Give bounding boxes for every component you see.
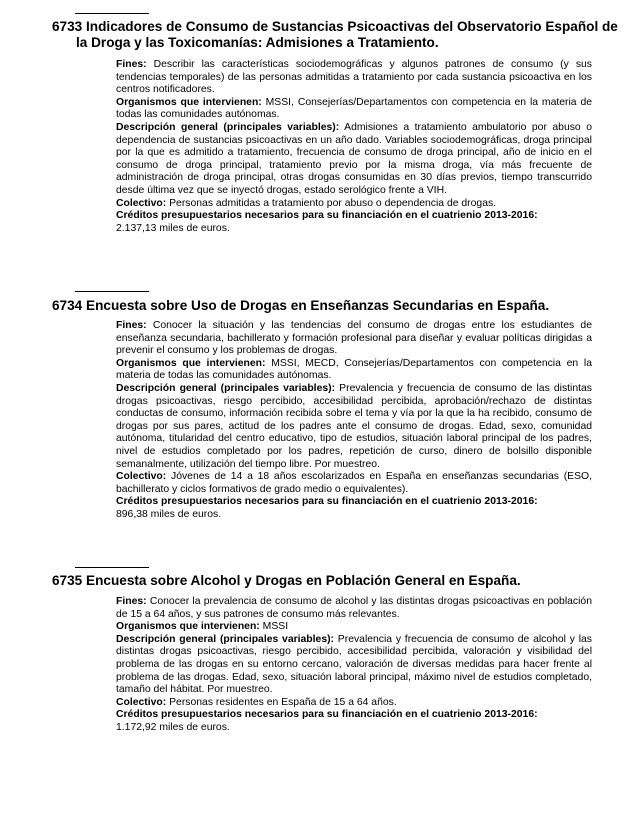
creditos-text: 2.137,13 miles de euros. xyxy=(116,222,230,234)
colectivo-label: Colectivo: xyxy=(116,197,167,209)
fines-text: Describir las características sociodemográficas y algunos patrones de consumo (y sus tendencias temporales) de las personas admitidas a tratamiento por cada sustancia psicoactiva en los centros notificadores. xyxy=(116,59,592,96)
entry-body xyxy=(116,59,592,235)
entry-number: 6734 xyxy=(52,298,83,313)
creditos-text: 896,38 miles de euros. xyxy=(116,508,222,520)
colectivo-label: Colectivo: xyxy=(116,471,167,483)
organismos-text: MSSI xyxy=(262,621,289,633)
entry-number: 6733 xyxy=(52,19,83,34)
entry-title xyxy=(52,19,624,51)
separator-rule xyxy=(75,13,149,14)
colectivo-text: Personas residentes en España de 15 a 64 años. xyxy=(169,696,397,708)
entry-body xyxy=(116,320,592,522)
entry-title-text: Encuesta sobre Uso de Drogas en Enseñanzas Secundarias en España. xyxy=(86,298,550,313)
fines-label: Fines: xyxy=(116,596,147,607)
descripcion-text: Prevalencia y frecuencia de consumo de las distintas drogas psicoactivas, riesgo percibido, accesibilidad percibida, aprobación/rechazo de distintas conductas de consumo, información recibida sobre el tema y vía por la que la ha recibido, consumo de drogas por sus pares, actitud de los padres ante el consumo de drogas. Edad, sexo, comunidad autónoma, titularidad del centro educativo, tipo de estudios, situación laboral principal de los padres, nivel de estudios completado por los padres, repetición de curso, dinero de bolsillo disponible semanalmente, utilización del tiempo libre. Por muestreo. xyxy=(116,382,593,470)
fines-label: Fines: xyxy=(116,59,147,70)
organismos-text: MSSI, MECD, Consejerías/Departamentos con competencia en la materia de todas las comunidades autónomas. xyxy=(116,357,592,382)
entry-title-text: Encuesta sobre Alcohol y Drogas en Población General en España. xyxy=(86,573,521,588)
descripcion-text: Admisiones a tratamiento ambulatorio por abuso o dependencia de sustancias psicoactivas en un año dado. Variables sociodemográficas, droga principal por la que es admitido a tratamiento, frecuencia de consumo de droga principal, año de inicio en el consumo de droga principal, tratamiento previo por la misma droga, vía más frecuente de administración de droga principal, otras drogas consumidas en 30 días previos, tiempo transcurrido desde última vez que se inyectó drogas, estado serológico frente a VIH. xyxy=(116,121,592,196)
descripcion-label: Descripción general (principales variables): xyxy=(116,633,335,645)
colectivo-text: Personas admitidas a tratamiento por abuso o dependencia de drogas. xyxy=(169,197,497,209)
descripcion-text: Prevalencia y frecuencia de consumo de alcohol y las distintas drogas psicoactivas, riesgo percibido, accesibilidad percibida, valoración y visibilidad del problema de las drogas en su entorno cercano, valoración de diversas medidas para hacer frente al problema de las drogas. Edad, sexo, situación laboral principal, máximo nivel de estudios completado, tamaño del hábitat. Por muestreo. xyxy=(116,633,592,696)
creditos-text: 1.172,92 miles de euros. xyxy=(116,721,230,733)
organismos-label: Organismos que intervienen: xyxy=(116,96,262,108)
entry-title xyxy=(52,573,624,589)
fines-text: Conocer la prevalencia de consumo de alcohol y las distintas drogas psicoactivas en población de 15 a 64 años, y sus patrones de consumo más relevantes. xyxy=(116,596,592,620)
entry-number: 6735 xyxy=(52,573,83,588)
creditos-label: Créditos presupuestarios necesarios para su financiación en el cuatrienio 2013-2016: xyxy=(116,210,538,222)
organismos-label: Organismos que intervienen: xyxy=(116,357,266,369)
organismos-label: Organismos que intervienen: xyxy=(116,621,260,633)
entry-title-text: Indicadores de Consumo de Sustancias Psicoactivas del Observatorio Español de la Droga y las Toxicomanías: Admisiones a Tratamiento. xyxy=(76,19,618,50)
creditos-label: Créditos presupuestarios necesarios para su financiación en el cuatrienio 2013-2016: xyxy=(116,709,538,721)
fines-label: Fines: xyxy=(116,320,147,331)
fines-text: Conocer la situación y las tendencias del consumo de drogas entre los estudiantes de enseñanza secundaria, bachillerato y formación profesional para diseñar y evaluar políticas dirigidas a prevenir el consumo y los problemas de drogas. xyxy=(116,320,592,357)
organismos-text: MSSI, Consejerías/Departamentos con competencia en la materia de todas las comunidades autónomas. xyxy=(116,96,592,121)
colectivo-label: Colectivo: xyxy=(116,696,167,708)
entry-title xyxy=(52,298,624,314)
separator-rule xyxy=(75,291,149,292)
colectivo-text: Jóvenes de 14 a 18 años escolarizados en España en enseñanzas secundarias (ESO, bachillerato y ciclos formativos de grado medio o equivalentes). xyxy=(116,471,592,495)
descripcion-label: Descripción general (principales variables): xyxy=(116,121,340,133)
separator-rule xyxy=(75,567,149,568)
entry-body xyxy=(116,596,592,735)
creditos-label: Créditos presupuestarios necesarios para su financiación en el cuatrienio 2013-2016: xyxy=(116,496,538,508)
descripcion-label: Descripción general (principales variables): xyxy=(116,382,336,394)
